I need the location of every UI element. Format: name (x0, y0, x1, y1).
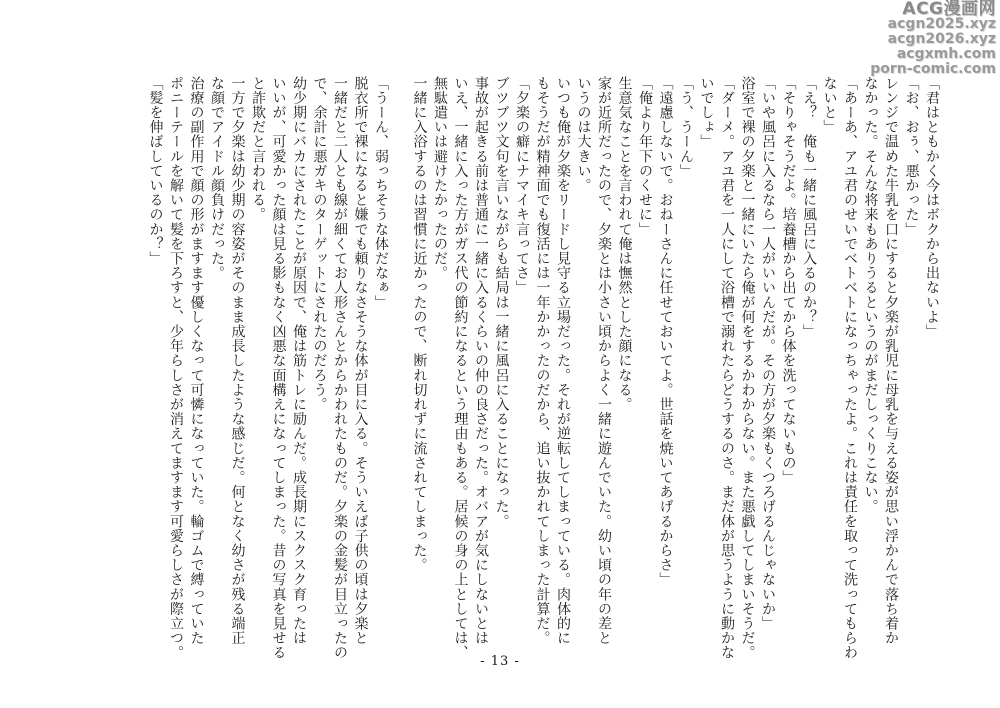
text-line: 脱衣所で裸になると嫌でも頼りなさそうな体が目に入る。そういえば子供の頃は夕楽と (352, 76, 369, 646)
text-line: 「君はともかく今はボクから出ないよ」 (924, 76, 940, 339)
page-number: - 13 - (480, 654, 520, 669)
text-line: な顔でアイドル顔負けだった。 (209, 76, 225, 281)
text-line: 一方で夕楽は幼少期の容姿がそのまま成長したような感じだ。何となく幼さが残る端正 (229, 76, 246, 646)
watermark-url: acgn2025.xyz (887, 16, 996, 32)
text-line: 生意気なことを言われて俺は憮然とした顔になる。 (616, 76, 633, 412)
text-line: 一緒だと二人とも線が細くてお人形さんとからかわれたものだ。夕楽の金髪が目立ったの (332, 76, 348, 660)
text-line: 「え？ 俺も一緒に風呂に入るのか？」 (801, 76, 817, 339)
text-line: ブツブツ文句を言いながらも結局は一緒に風呂に入ることになった。 (493, 76, 510, 529)
text-line: いうのは大きい。 (575, 76, 592, 193)
text-line: 「お、おぅ、悪かった」 (903, 76, 920, 237)
text-line: ポニーテールを解いて髪を下ろすと、少年らしさが消えてますます可愛らしさが際立つ。 (168, 76, 184, 660)
text-line: と詐欺だと言われる。 (250, 76, 266, 222)
text-line: 「髪を伸ばしているのか？」 (147, 76, 164, 266)
text-line: 無駄遣いは避けたかったのだ。 (432, 76, 448, 281)
text-line: 「遠慮しないで。おねーさんに任せておいてよ。世話を焼いてあげるからさ」 (657, 76, 674, 587)
text-line: 「そりゃそうだよ。培養槽から出てから体を洗ってないもの」 (780, 76, 797, 485)
text-line: 「あーあ、アユ君のせいでベトベトになっちゃったよ。これは責任を取って洗ってもらわ (842, 76, 858, 660)
text-line: いいが、可愛かった顔は見る影もなく凶悪な面構えになってしまった。昔の写真を見せる (270, 76, 287, 660)
text-line: 家が近所だったので、夕楽とは小さい頃からよく一緒に遊んでいた。幼い頃の年の差と (596, 76, 612, 646)
text-line: ないと」 (821, 76, 838, 135)
text-line: もそうだが精神面でも復活には一年かかったのだから、追い抜かれてしまった計算だ。 (534, 76, 551, 646)
site-watermark (836, 2, 996, 77)
text-line: いでしょ」 (698, 76, 715, 149)
paragraph-gap (391, 76, 409, 642)
text-line: なかった。そんな将来もありうるというのがまだしっくりこない。 (862, 76, 879, 514)
text-line: で、余計に悪ガキのターゲットにされたのだろう。 (311, 76, 328, 412)
text-line: 「俺より年下のくせに」 (637, 76, 653, 237)
text-line: 一緒に入浴するのは習慣に近かったので、断れ切れずに流されてしまった。 (411, 76, 428, 573)
text-line: いえ、一緒に入った方がガス代の節約になるという理由もある。居候の身の上としては、 (452, 76, 469, 660)
text-line: 「うーん、弱っちそうな体だなぁ」 (373, 76, 389, 310)
text-line: 治療の副作用で顔の形がますます優しくなって可憐になっていた。輪ゴムで縛っていた (188, 76, 205, 646)
watermark-brand: ACG漫画网 (902, 0, 996, 19)
watermark-url: porn-comic.com (870, 61, 996, 77)
text-line: いつも俺が夕楽をリードし見守る立場だった。それが逆転してしまっている。肉体的に (555, 76, 571, 646)
watermark-url: acgn2026.xyz (887, 31, 996, 47)
text-line: 浴室で裸の夕楽と一緒にいたら俺が何をするかわからない。また悪戯してしまいそうだ。 (739, 76, 756, 660)
text-line: 「いや風呂に入るなら一人がいいんだが。その方が夕楽もくつろげるんじゃないか」 (760, 76, 776, 631)
text-line: 幼少期にバカにされたことが原因で、俺は筋トレに励んだ。成長期にスクスク育ったは (291, 76, 307, 646)
text-line: 「夕楽の癖にナマイキ言ってさ」 (514, 76, 530, 295)
text-line: 「う、うーん」 (678, 76, 694, 179)
vertical-text-body (58, 76, 942, 660)
text-line: 「ダーメ。アユ君を一人にして浴槽で溺れたらどうするのさ。まだ体が思うように動かな (719, 76, 735, 660)
watermark-url: acgxmh.com (896, 46, 996, 62)
text-line: レンジで温めた牛乳を口にすると夕楽が乳児に母乳を与える姿が思い浮かんで落ち着か (883, 76, 899, 646)
text-line: 事故が起きる前は普通に一緒に入るくらいの仲の良さだった。オバアが気にしないとは (473, 76, 489, 646)
